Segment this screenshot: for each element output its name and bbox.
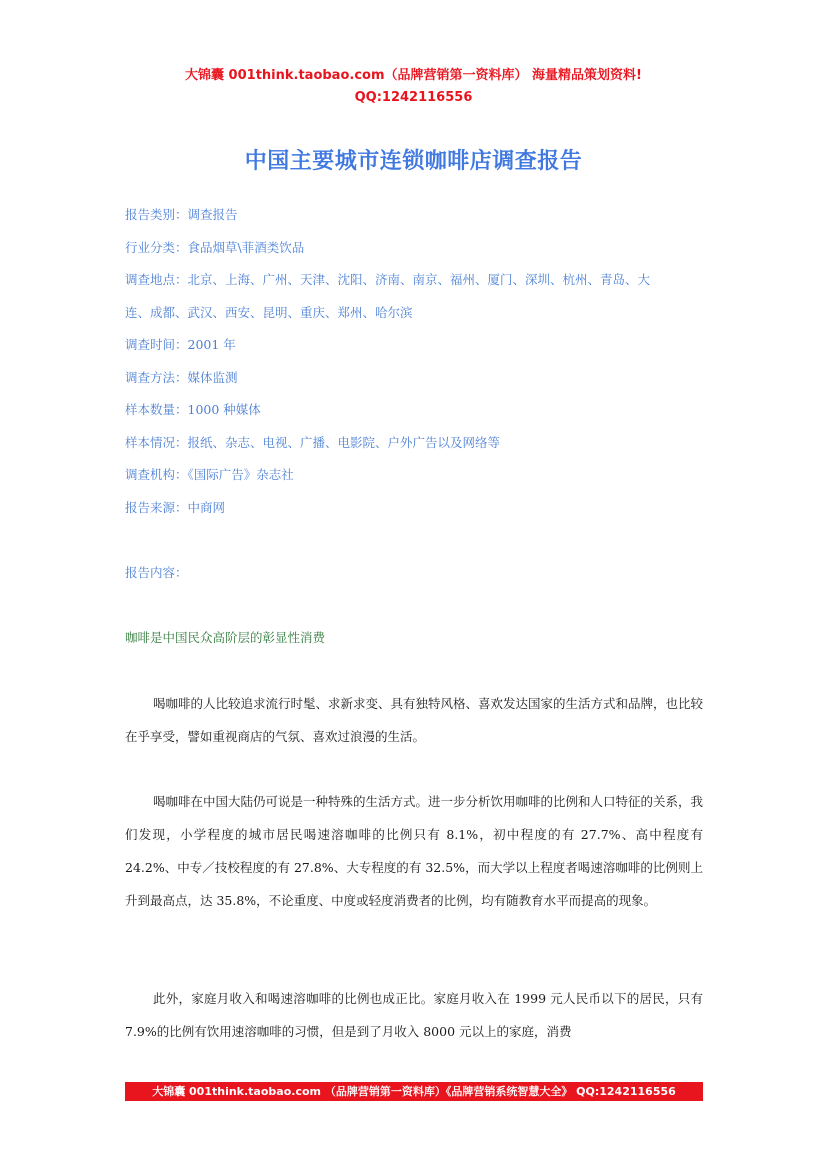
meta-source: 报告来源：中商网 (125, 499, 226, 515)
meta-sample-info: 样本情况：报纸、杂志、电视、广播、电影院、户外广告以及网络等 (125, 434, 501, 450)
meta-location-line2: 连、成都、武汉、西安、昆明、重庆、郑州、哈尔滨 (125, 304, 413, 320)
page-title: 中国主要城市连锁咖啡店调查报告 (244, 148, 583, 174)
meta-location-line1: 调查地点：北京、上海、广州、天津、沈阳、济南、南京、福州、厦门、深圳、杭州、青岛、大 (125, 272, 651, 287)
meta-industry: 行业分类：食品烟草\菲酒类饮品 (125, 239, 305, 255)
header-promo-line: 大锦囊 001think.taobao.com（品牌营销第一资料库） 海量精品策划资料! (185, 68, 642, 83)
content-label: 报告内容： (125, 565, 188, 580)
header-qq-line: QQ:1242116556 (354, 90, 473, 105)
meta-institution: 调查机构：《国际广告》杂志社 (125, 467, 294, 482)
meta-sample-size: 样本数量：1000 种媒体 (125, 402, 261, 417)
footer-banner: 大锦囊 001think.taobao.com （品牌营销第一资料库）《品牌营销系统智慧大全》 QQ:1242116556 (125, 1082, 703, 1101)
meta-category: 报告类别：调查报告 (125, 207, 238, 222)
section-heading: 咖啡是中国民众高阶层的彰显性消费 (125, 630, 326, 645)
paragraph-1: 喝咖啡的人比较追求流行时髦、求新求变、具有独特风格、喜欢发达国家的生活方式和品牌，也比较在乎享受，譬如重视商店的气氛、喜欢过浪漫的生活。 (125, 696, 704, 744)
paragraph-3: 此外，家庭月收入和喝速溶咖啡的比例也成正比。家庭月收入在 1999 元人民币以下的居民，只有 7.9%的比例有饮用速溶咖啡的习惯，但是到了月收入 8000 元以上的家庭，消费 (125, 991, 703, 1039)
meta-method: 调查方法：媒体监测 (125, 369, 238, 385)
report-meta (125, 199, 705, 524)
meta-time: 调查时间：2001 年 (125, 337, 236, 352)
paragraph-2: 喝咖啡在中国大陆仍可说是一种特殊的生活方式。进一步分析饮用咖啡的比例和人口特征的关系，我们发现，小学程度的城市居民喝速溶咖啡的比例只有 8.1%，初中程度的有 27.7%、高中程度有 24.2%、中专／技校程度的有 27.8%、大专程度的有 32.5%，而大学以上程度者喝速溶咖啡的比例则上升到最高点，达 35.8%，不论重度、中度或轻度消费者的比例，均有随教育水平而提高的现象。 (125, 794, 704, 908)
